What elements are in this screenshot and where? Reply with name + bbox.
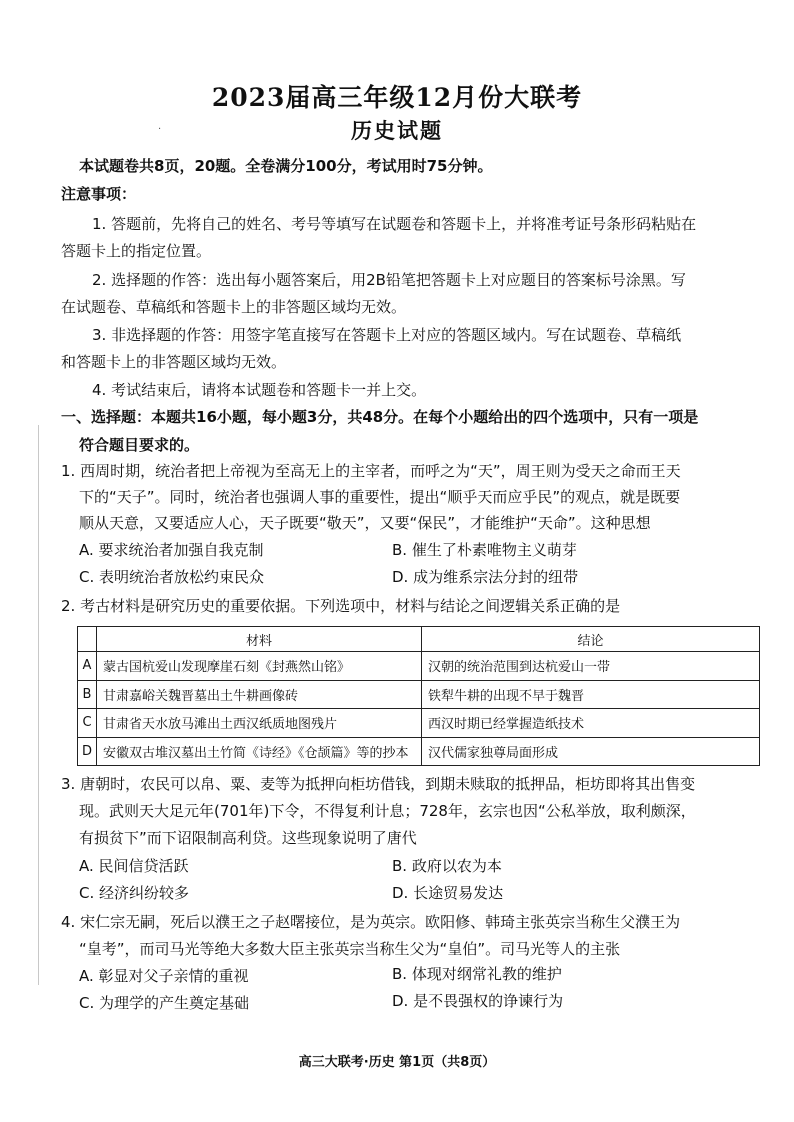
row-conclusion: 汉朝的统治范围到达杭爱山一带 — [422, 652, 760, 681]
q4-option-b: B. 体现对纲常礼教的维护 — [392, 965, 562, 983]
exam-subtitle: 历史试题 — [351, 118, 443, 143]
section-1-heading-line-2: 符合题目要求的。 — [79, 436, 200, 454]
note-3-line-2: 和答题卡上的非答题区域均无效。 — [61, 353, 287, 371]
table-header-key — [78, 627, 97, 652]
table-header-conclusion: 结论 — [422, 627, 760, 652]
q4-option-d: D. 是不畏强权的诤谏行为 — [392, 992, 564, 1010]
q4-option-c: C. 为理学的产生奠定基础 — [79, 994, 250, 1012]
table-row — [78, 737, 760, 766]
table-header-material: 材料 — [97, 627, 422, 652]
row-key: B — [78, 680, 97, 709]
left-margin-rule — [38, 425, 39, 985]
q1-option-d: D. 成为维系宗法分封的纽带 — [392, 568, 579, 586]
table-row — [78, 680, 760, 709]
section-1-heading-line-1: 一、选择题：本题共16小题，每小题3分，共48分。在每个小题给出的四个选项中，只有一项是 — [61, 408, 699, 426]
row-material: 甘肃嘉峪关魏晋墓出土牛耕画像砖 — [97, 680, 422, 709]
q3-stem-line-3: 有损贫下”而下诏限制高利贷。这些现象说明了唐代 — [79, 829, 417, 847]
row-key: A — [78, 652, 97, 681]
row-conclusion: 汉代儒家独尊局面形成 — [422, 737, 760, 766]
q3-option-d: D. 长途贸易发达 — [392, 884, 504, 902]
row-material: 安徽双古堆汉墓出土竹简《诗经》《仓颉篇》等的抄本 — [97, 737, 422, 766]
q4-option-a: A. 彰显对父子亲情的重视 — [79, 967, 249, 985]
q2-stem: 2. 考古材料是研究历史的重要依据。下列选项中，材料与结论之间逻辑关系正确的是 — [61, 597, 621, 615]
row-conclusion: 西汉时期已经掌握造纸技术 — [422, 709, 760, 738]
row-key: D — [78, 737, 97, 766]
exam-title: 2023届高三年级12月份大联考 — [211, 83, 583, 112]
row-conclusion: 铁犁牛耕的出现不早于魏晋 — [422, 680, 760, 709]
note-2-line-2: 在试题卷、草稿纸和答题卡上的非答题区域均无效。 — [61, 298, 407, 316]
table-header-row — [78, 627, 760, 652]
q4-stem-line-1: 4. 宋仁宗无嗣，死后以濮王之子赵曙接位，是为英宗。欧阳修、韩琦主张英宗当称生父濮王为 — [61, 913, 681, 931]
q1-stem-line-2: 下的“天子”。同时，统治者也强调人事的重要性，提出“顺乎天而应乎民”的观点，就是既要 — [79, 488, 681, 506]
q1-option-c: C. 表明统治者放松约束民众 — [79, 568, 265, 586]
speck-mark: · — [158, 124, 162, 135]
q3-option-b: B. 政府以农为本 — [392, 857, 502, 875]
q3-stem-line-1: 3. 唐朝时，农民可以帛、粟、麦等为抵押向柜坊借钱，到期未赎取的抵押品，柜坊即将其出售变 — [61, 775, 696, 793]
note-4: 4. 考试结束后，请将本试题卷和答题卡一并上交。 — [92, 381, 427, 399]
q1-option-a: A. 要求统治者加强自我克制 — [79, 541, 264, 559]
table-row — [78, 709, 760, 738]
row-material: 甘肃省天水放马滩出土西汉纸质地图残片 — [97, 709, 422, 738]
q2-material-table — [77, 626, 760, 766]
q1-stem-line-1: 1. 西周时期，统治者把上帝视为至高无上的主宰者，而呼之为“天”，周王则为受天之命而王天 — [61, 462, 681, 480]
q3-option-c: C. 经济纠纷较多 — [79, 884, 190, 902]
note-1-line-1: 1. 答题前，先将自己的姓名、考号等填写在试题卷和答题卡上，并将准考证号条形码粘贴在 — [92, 215, 697, 233]
exam-intro: 本试题卷共8页，20题。全卷满分100分，考试用时75分钟。 — [79, 157, 493, 175]
table-row — [78, 652, 760, 681]
row-material: 蒙古国杭爱山发现摩崖石刻《封燕然山铭》 — [97, 652, 422, 681]
page-footer: 高三大联考·历史 第1页（共8页） — [298, 1055, 496, 1070]
q3-stem-line-2: 现。武则天大足元年(701年)下令，不得复利计息；728年，玄宗也因“公私举放，取利颇深， — [79, 802, 696, 820]
note-3-line-1: 3. 非选择题的作答：用签字笔直接写在答题卡上对应的答题区域内。写在试题卷、草稿纸 — [92, 326, 682, 344]
note-1-line-2: 答题卡上的指定位置。 — [61, 242, 212, 260]
q3-option-a: A. 民间信贷活跃 — [79, 857, 189, 875]
q1-stem-line-3: 顺从天意，又要适应人心，天子既要“敬天”，又要“保民”，才能维护“天命”。这种思想 — [79, 514, 651, 532]
notes-heading: 注意事项： — [61, 185, 137, 203]
note-2-line-1: 2. 选择题的作答：选出每小题答案后，用2B铅笔把答题卡上对应题目的答案标号涂黑。写 — [92, 271, 686, 289]
q1-option-b: B. 催生了朴素唯物主义萌芽 — [392, 541, 577, 559]
row-key: C — [78, 709, 97, 738]
q4-stem-line-2: “皇考”，而司马光等绝大多数大臣主张英宗当称生父为“皇伯”。司马光等人的主张 — [79, 940, 621, 958]
